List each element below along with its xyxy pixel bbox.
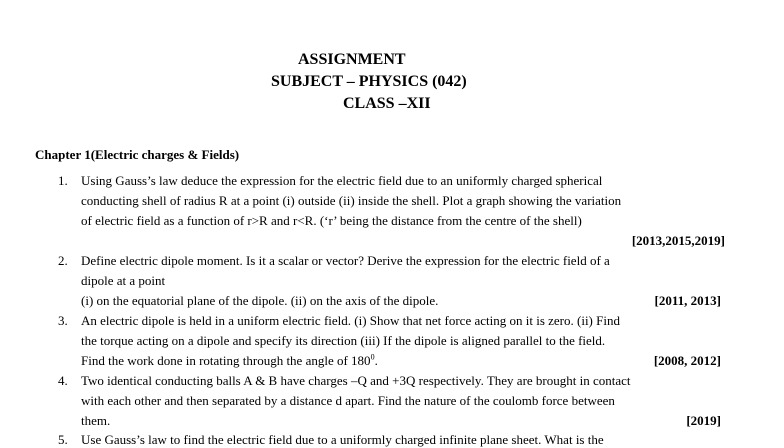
chapter-heading: Chapter 1(Electric charges & Fields) — [35, 147, 240, 162]
question-text: Find the work done in rotating through the angle of 180 — [81, 353, 371, 368]
question-text-line: (i) on the equatorial plane of the dipole. (ii) on the axis of the dipole. — [81, 293, 439, 308]
question-number: 2. — [58, 253, 68, 268]
question-text-line: dipole at a point — [81, 273, 166, 288]
question-years: [2013,2015,2019] — [631, 233, 725, 248]
question-text-line: conducting shell of radius R at a point (i) outside (ii) inside the shell. Plot a graph showing the variation — [81, 193, 622, 208]
question-text-line: Two identical conducting balls A & B have charges –Q and +3Q respectively. They are brought in contact — [81, 373, 631, 388]
question-text-line: Define electric dipole moment. Is it a scalar or vector? Derive the expression for the electric field of a — [81, 253, 610, 268]
question-text-line: Using Gauss’s law deduce the expression for the electric field due to an uniformly charged spherical — [81, 173, 603, 188]
question-number: 5. — [58, 432, 68, 447]
question-number: 1. — [58, 173, 68, 188]
degree-superscript: 0 — [370, 352, 375, 362]
question-text-line — [81, 353, 378, 369]
question-years: [2008, 2012] — [653, 353, 721, 368]
question-text-line: An electric dipole is held in a uniform electric field. (i) Show that net force acting on it is zero. (ii) Find — [81, 313, 620, 328]
assignment-title: ASSIGNMENT — [298, 51, 406, 68]
question-text-line: the torque acting on a dipole and specify its direction (iii) If the dipole is aligned parallel to the field. — [81, 333, 606, 348]
sentence-end: . — [374, 353, 378, 368]
subject-heading: SUBJECT – PHYSICS (042) — [271, 73, 467, 90]
question-text-line: of electric field as a function of r>R and r<R. (‘r’ being the distance from the centre of the shell) — [81, 213, 582, 228]
question-text-line: them. — [81, 413, 111, 428]
question-number: 3. — [58, 313, 68, 328]
question-number: 4. — [58, 373, 68, 388]
question-text-line: with each other and then separated by a distance d apart. Find the nature of the coulomb force between — [81, 393, 615, 408]
question-years: [2011, 2013] — [654, 293, 721, 308]
question-years: [2019] — [686, 413, 721, 428]
class-heading: CLASS –XII — [343, 95, 431, 112]
question-text-line: Use Gauss’s law to find the electric field due to a uniformly charged infinite plane sheet. What is the — [81, 432, 604, 447]
